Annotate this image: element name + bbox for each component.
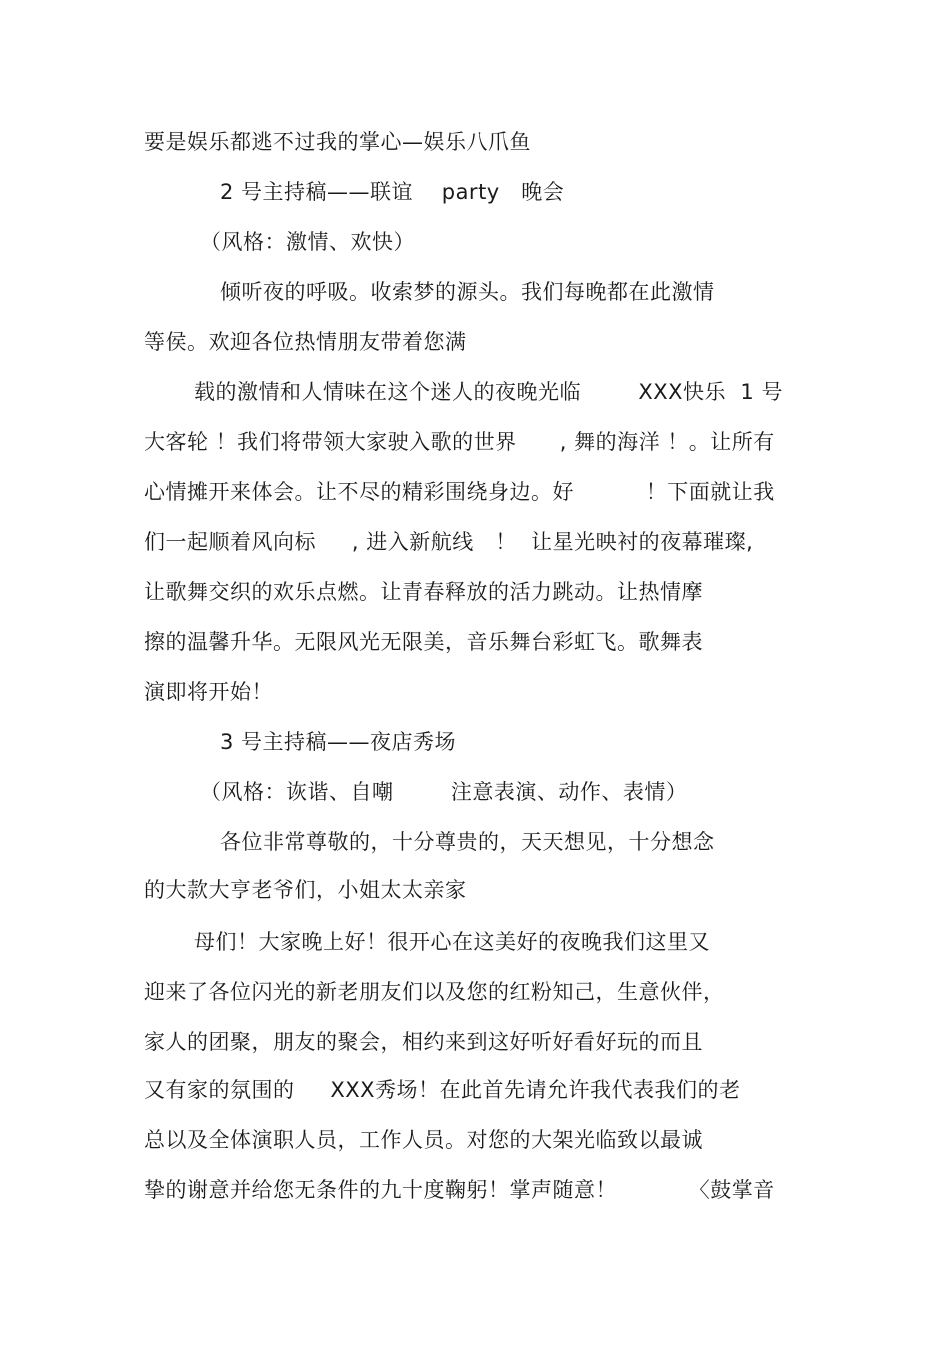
paragraph-line: 让歌舞交织的欢乐点燃。让青春释放的活力跳动。让热情摩: [144, 580, 703, 604]
text-line-intro-slogan: 要是娱乐都逃不过我的掌心—娱乐八爪鱼: [144, 130, 531, 154]
paragraph-line: 等侯。欢迎各位热情朋友带着您满: [144, 330, 467, 354]
section-heading-host-3: 3 号主持稿——夜店秀场: [220, 730, 457, 754]
paragraph-line: 各位非常尊敬的，十分尊贵的，天天想见，十分想念: [220, 830, 715, 854]
paragraph-line: 大客轮 ！我们将带领大家驶入歌的世界 , 舞的海洋 ！。让所有: [144, 430, 775, 454]
paragraph-line: 挚的谢意并给您无条件的九十度鞠躬！掌声随意！ 〈鼓掌音: [144, 1178, 775, 1202]
paragraph-line: 演即将开始！: [144, 680, 273, 704]
paragraph-line: 载的激情和人情味在这个迷人的夜晚光临 XXX快乐 1 号: [194, 380, 783, 404]
paragraph-line: 擦的温馨升华。无限风光无限美，音乐舞台彩虹飞。歌舞表: [144, 630, 703, 654]
paragraph-line: 母们！大家晚上好！很开心在这美好的夜晚我们这里又: [194, 930, 710, 954]
paragraph-line: 心情摊开来体会。让不尽的精彩围绕身边。好 ！下面就让我: [144, 480, 775, 504]
paragraph-line: 的大款大亨老爷们，小姐太太亲家: [144, 878, 467, 902]
paragraph-line: 倾听夜的呼吸。收索梦的源头。我们每晚都在此激情: [220, 280, 715, 304]
paragraph-line: 又有家的氛围的 XXX秀场！在此首先请允许我代表我们的老: [144, 1078, 741, 1102]
section-heading-host-2: 2 号主持稿——联谊 party 晚会: [220, 180, 565, 204]
paragraph-line: 总以及全体演职人员，工作人员。对您的大架光临致以最诚: [144, 1128, 703, 1152]
paragraph-line: 迎来了各位闪光的新老朋友们以及您的红粉知己，生意伙伴，: [144, 980, 725, 1004]
paragraph-line: 家人的团聚，朋友的聚会，相约来到这好听好看好玩的而且: [144, 1030, 703, 1054]
style-note-host-3: （风格：诙谐、自嘲 注意表演、动作、表情）: [200, 780, 688, 804]
paragraph-line: 们一起顺着风向标 , 进入新航线 ！ 让星光映衬的夜幕璀璨,: [144, 530, 754, 554]
style-note-host-2: （风格：激情、欢快）: [200, 230, 415, 254]
